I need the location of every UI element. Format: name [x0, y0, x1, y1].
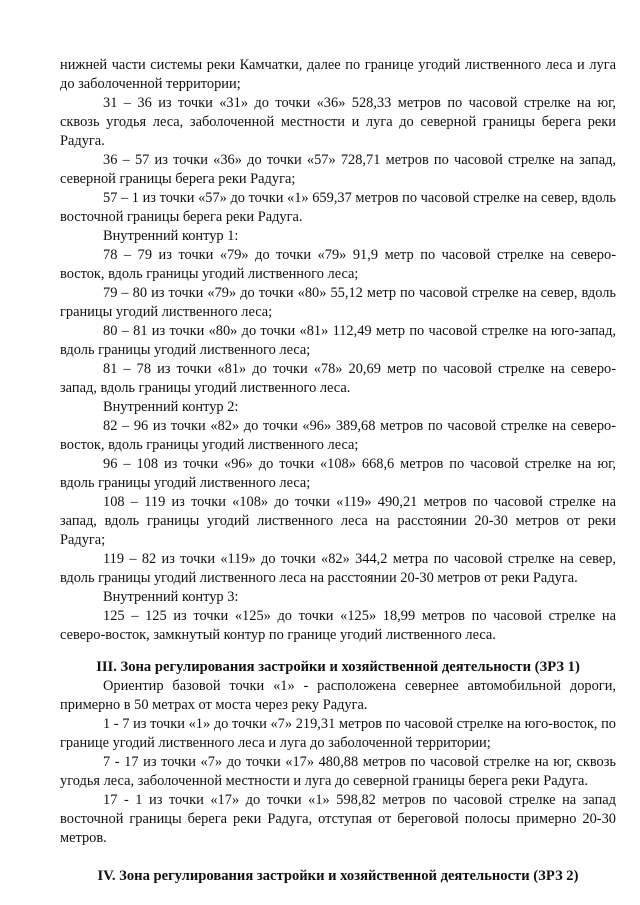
- subheading-inner-contour-2: Внутренний контур 2:: [103, 399, 239, 415]
- paragraph-segment-125-125: 125 – 125 из точки «125» до точки «125» 18,99 метров по часовой стрелке на северо-восток, замкнутый контур по границе угодий лиственного леса.: [60, 608, 616, 643]
- paragraph-segment-31-36: 31 – 36 из точки «31» до точки «36» 528,33 метров по часовой стрелке на юг, сквозь угодья леса, заболоченной местности и луга до северной границы берега реки Радуга.: [60, 95, 616, 149]
- section-heading-zrz2: IV. Зона регулирования застройки и хозяйственной деятельности (ЗРЗ 2): [97, 868, 579, 884]
- paragraph-segment-7-17: 7 - 17 из точки «7» до точки «17» 480,88 метров по часовой стрелке на юг, сквозь угодья леса, заболоченной местности и луга до северной границы берега реки Радуга.: [60, 754, 616, 789]
- paragraph-segment-57-1: 57 – 1 из точки «57» до точки «1» 659,37 метров по часовой стрелке на север, вдоль восточной границы берега реки Радуга.: [60, 190, 616, 225]
- subheading-inner-contour-3: Внутренний контур 3:: [103, 589, 239, 605]
- paragraph-segment-17-1: 17 - 1 из точки «17» до точки «1» 598,82 метров по часовой стрелке на запад восточной границы берега реки Радуга, отступая от береговой полосы примерно 20-30 метров.: [60, 792, 616, 846]
- paragraph-segment-82-96: 82 – 96 из точки «82» до точки «96» 389,68 метров по часовой стрелке на северо-восток, вдоль границы угодий лиственного леса;: [60, 418, 616, 453]
- paragraph-segment-119-82: 119 – 82 из точки «119» до точки «82» 344,2 метра по часовой стрелке на север, вдоль границы угодий лиственного леса на расстоянии 20-30 метров от реки Радуга.: [60, 551, 616, 586]
- paragraph-segment-78-79: 78 – 79 из точки «79» до точки «79» 91,9 метр по часовой стрелке на северо-восток, вдоль границы угодий лиственного леса;: [60, 247, 616, 282]
- subheading-inner-contour-1: Внутренний контур 1:: [103, 228, 239, 244]
- paragraph-segment-108-119: 108 – 119 из точки «108» до точки «119» 490,21 метров по часовой стрелке на запад, вдоль границы угодий лиственного леса на расстоянии 20-30 метров от реки Радуга;: [60, 494, 616, 548]
- section-heading-zrz1: III. Зона регулирования застройки и хозяйственной деятельности (ЗРЗ 1): [96, 659, 580, 675]
- paragraph-base-point: Ориентир базовой точки «1» - расположена севернее автомобильной дороги, примерно в 50 метрах от моста через реку Радуга.: [60, 678, 616, 713]
- paragraph-segment-80-81: 80 – 81 из точки «80» до точки «81» 112,49 метр по часовой стрелке на юго-запад, вдоль границы угодий лиственного леса;: [60, 323, 616, 358]
- paragraph-segment-79-80: 79 – 80 из точки «79» до точки «80» 55,12 метр по часовой стрелке на север, вдоль границы угодий лиственного леса;: [60, 285, 616, 320]
- paragraph-segment-81-78: 81 – 78 из точки «81» до точки «78» 20,69 метр по часовой стрелке на северо-запад, вдоль границы угодий лиственного леса.: [60, 361, 616, 396]
- paragraph-continuation: нижней части системы реки Камчатки, далее по границе угодий лиственного леса и луга до заболоченной территории;: [60, 57, 616, 92]
- paragraph-segment-1-7: 1 - 7 из точки «1» до точки «7» 219,31 метров по часовой стрелке на юго-восток, по границе угодий лиственного леса и луга до заболоченной территории;: [60, 716, 616, 751]
- paragraph-segment-96-108: 96 – 108 из точки «96» до точки «108» 668,6 метров по часовой стрелке на юг, вдоль границы угодий лиственного леса;: [60, 456, 616, 491]
- paragraph-segment-36-57: 36 – 57 из точки «36» до точки «57» 728,71 метров по часовой стрелке на запад, северной границы берега реки Радуга;: [60, 152, 616, 187]
